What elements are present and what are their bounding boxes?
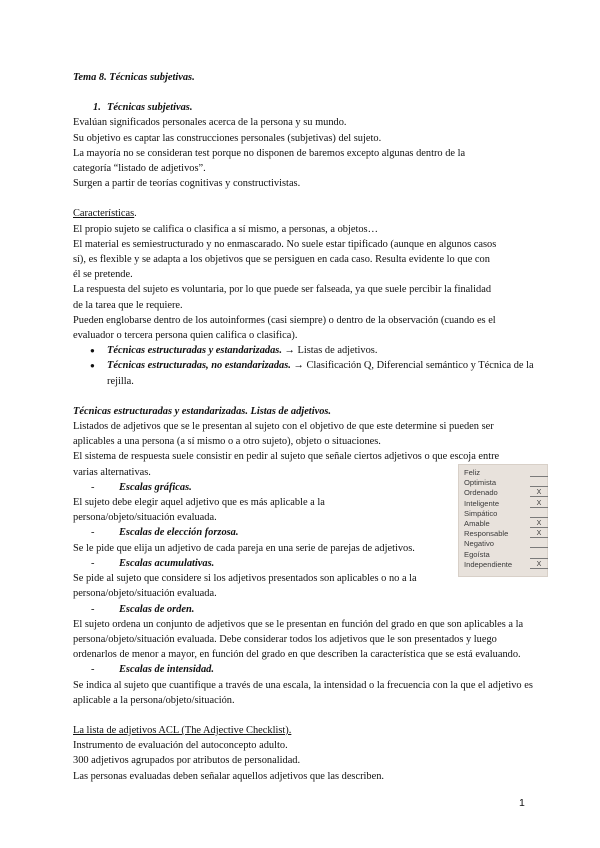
adjective-label: Ordenado	[464, 488, 498, 498]
check-mark: X	[530, 499, 548, 508]
scale-heading: - Escalas acumulativas.	[73, 556, 533, 571]
bullet-text: → Clasificación Q, Diferencial semántico y Técnica de la rejilla.	[107, 360, 534, 387]
checklist-row	[464, 529, 544, 539]
paragraph-line: categoría “listado de adjetivos”.	[73, 163, 206, 175]
paragraph-line: él se pretende.	[73, 269, 133, 281]
paragraph-line: aplicables a una persona (a sí mismo o a otro sujeto), objeto o situaciones.	[73, 436, 381, 448]
bullet-bold: Técnicas estructuradas, no estandarizadas.	[107, 360, 291, 372]
checklist-row	[464, 519, 544, 529]
check-mark	[530, 509, 548, 518]
adjective-label: Independiente	[464, 559, 513, 569]
checklist-row	[464, 539, 544, 549]
scale-heading: - Escalas de elección forzosa.	[73, 525, 533, 540]
paragraph-line: Su objetivo es captar las construcciones personales (subjetivas) del sujeto.	[73, 132, 382, 144]
paragraph-line: Listados de adjetivos que se le presentan al sujeto con el objetivo de que este determine si pueden ser	[73, 421, 494, 433]
checklist-row	[464, 560, 544, 570]
checklist-row	[464, 509, 544, 519]
paragraph-line: sí), es flexible y se adapta a los objetivos que se persiguen en cada caso. Resulta evidente lo que con	[73, 254, 490, 266]
check-mark: X	[530, 488, 548, 497]
characteristics-heading	[73, 206, 533, 221]
paragraph-line: El material es semiestructurado y no enmascarado. No suele estar tipificado (aunque en algunos casos	[73, 238, 497, 250]
adjective-label: Simpático	[464, 508, 498, 518]
paragraph-line: Evalúan significados personales acerca de la persona y su mundo.	[73, 117, 347, 129]
section-number: 1.	[93, 102, 101, 114]
bullet-item	[73, 358, 537, 388]
adjective-label: Egoísta	[464, 549, 490, 559]
document-page	[73, 70, 533, 784]
page-number: 1	[519, 797, 525, 809]
paragraph-line: evaluador o tercera persona quien califica o clasifica).	[73, 330, 298, 342]
paragraph-line: de la tarea que le requiere.	[73, 299, 183, 311]
checklist-row	[464, 550, 544, 560]
paragraph-line: Surgen a partir de teorías cognitivas y constructivistas.	[73, 178, 301, 190]
section-heading-text: Técnicas subjetivas.	[107, 102, 193, 114]
heading-suffix: .	[134, 208, 137, 220]
check-mark: X	[530, 529, 548, 538]
adjective-label: Optimista	[464, 478, 497, 488]
checklist-row	[464, 499, 544, 509]
paragraph-line: El propio sujeto se califica o clasifica a sí mismo, a personas, a objetos…	[73, 223, 378, 235]
adjective-label: Feliz	[464, 468, 481, 477]
adjective-label: Responsable	[464, 529, 509, 539]
bullet-item	[73, 343, 533, 358]
paragraph-line: La mayoría no se consideran test porque no disponen de baremos excepto algunas dentro de la	[73, 147, 466, 159]
paragraph-line: El sistema de respuesta suele consistir en pedir al sujeto que señale ciertos adjetivos o que escoja entre	[73, 451, 500, 463]
scale-description: Se pide al sujeto que considere si los adjetivos presentados son aplicables o no a la persona/objeto/situación evaluada.	[73, 573, 417, 600]
checklist-row	[464, 478, 544, 488]
adjective-label: Negativo	[464, 539, 494, 549]
paragraph-line: varias alternativas.	[73, 466, 151, 478]
check-mark: X	[530, 560, 548, 569]
paragraph-line: 300 adjetivos agrupados por atributos de personalidad.	[73, 755, 301, 767]
document-title: Tema 8. Técnicas subjetivas.	[73, 72, 195, 83]
characteristics-heading-text: Características	[73, 208, 135, 220]
paragraph-line: Instrumento de evaluación del autoconcepto adulto.	[73, 740, 288, 752]
checklist-row	[464, 468, 544, 478]
check-mark	[530, 468, 548, 477]
paragraph-line: Las personas evaluadas deben señalar aquellos adjetivos que las describen.	[73, 770, 385, 782]
bullet-text: → Listas de adjetivos.	[281, 345, 378, 357]
scale-heading: - Escalas de orden.	[73, 602, 533, 617]
scale-heading: - Escalas de intensidad.	[73, 662, 533, 677]
lists-heading: Técnicas estructuradas y estandarizadas. Listas de adjetivos.	[73, 405, 332, 417]
scale-heading: - Escalas gráficas.	[73, 480, 533, 495]
scale-description: Se indica al sujeto que cuantifique a través de una escala, la intensidad o la frecuencia con la que el adjetivo es aplicable a la persona/objeto/situación.	[73, 679, 533, 706]
paragraph-line: La respuesta del sujeto es voluntaria, por lo que puede ser falseada, ya que suele percibir la finalidad	[73, 284, 492, 296]
bullet-bold: Técnicas estructuradas y estandarizadas.	[107, 345, 282, 357]
adjective-checklist-image	[458, 464, 548, 577]
adjective-label: Amable	[464, 518, 490, 528]
paragraph-line: Pueden englobarse dentro de los autoinformes (casi siempre) o dentro de la observación (cuando es el	[73, 314, 496, 326]
checklist-row	[464, 488, 544, 498]
check-mark	[530, 478, 548, 487]
adjective-label: Inteligente	[464, 498, 500, 508]
scale-description: El sujeto debe elegir aquel adjetivo que es más aplicable a la persona/objeto/situación evaluada.	[73, 497, 325, 524]
acl-heading: La lista de adjetivos ACL (The Adjective Checklist).	[73, 724, 292, 736]
section-heading	[73, 100, 533, 115]
check-mark: X	[530, 519, 548, 528]
scale-description: El sujeto ordena un conjunto de adjetivos que se le presentan en función del grado en que son aplicables a la persona/objeto/situación evaluada. Debe considerar todos los adjetivos que le son presentados y luego ordenarlos de menor a mayor, en función del grado en que describen la característica que se está evaluando.	[73, 618, 524, 661]
check-mark	[530, 550, 548, 559]
check-mark	[530, 539, 548, 548]
scale-description: Se le pide que elija un adjetivo de cada pareja en una serie de parejas de adjetivos.	[73, 542, 415, 554]
